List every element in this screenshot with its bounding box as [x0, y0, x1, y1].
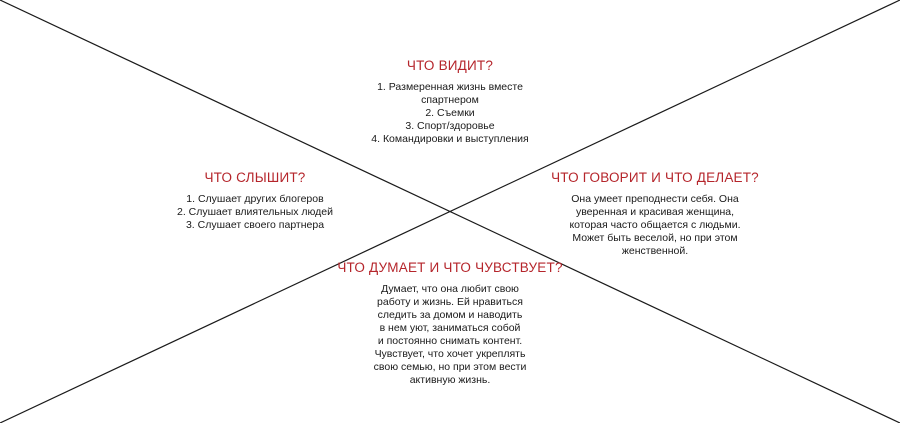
- quadrant-sees-line: спартнером: [421, 94, 479, 106]
- quadrant-says-does-title: ЧТО ГОВОРИТ И ЧТО ДЕЛАЕТ?: [551, 170, 759, 185]
- quadrant-thinks-feels-line: активную жизнь.: [409, 374, 491, 386]
- quadrant-hears: [150, 170, 360, 232]
- quadrant-thinks-feels-line: следить за домом и наводить: [377, 309, 523, 321]
- quadrant-hears-line: 3. Слушает своего партнера: [185, 219, 325, 231]
- quadrant-hears-title: ЧТО СЛЫШИТ?: [204, 170, 306, 185]
- quadrant-says-does-line: Может быть веселой, но при этом: [572, 232, 738, 244]
- quadrant-says-does-line: которая часто общается с людьми.: [569, 219, 741, 231]
- quadrant-sees-title: ЧТО ВИДИТ?: [406, 58, 494, 73]
- quadrant-sees-line: 2. Съемки: [425, 107, 475, 119]
- quadrant-thinks-feels-line: Чувствует, что хочет укреплять: [374, 348, 526, 360]
- quadrant-says-does-line: Она умеет преподнести себя. Она: [571, 193, 739, 205]
- quadrant-thinks-feels-line: Думает, что она любит свою: [381, 283, 519, 295]
- quadrant-thinks-feels-title: ЧТО ДУМАЕТ И ЧТО ЧУВСТВУЕТ?: [337, 260, 563, 275]
- quadrant-says-does-text: [520, 193, 790, 258]
- quadrant-thinks-feels-line: свою семью, но при этом вести: [373, 361, 527, 373]
- quadrant-sees-text: [300, 81, 600, 146]
- quadrant-thinks-feels: [300, 260, 600, 387]
- quadrant-thinks-feels-line: и постоянно снимать контент.: [377, 335, 523, 347]
- quadrant-sees-line: 1. Размеренная жизнь вместе: [377, 81, 523, 93]
- quadrant-thinks-feels-text: [300, 283, 600, 387]
- quadrant-says-does: [520, 170, 790, 258]
- quadrant-says-does-line: уверенная и красивая женщина,: [575, 206, 735, 218]
- quadrant-sees: [300, 58, 600, 146]
- quadrant-hears-line: 2. Слушает влиятельных людей: [176, 206, 334, 218]
- quadrant-hears-text: [150, 193, 360, 232]
- quadrant-hears-line: 1. Слушает других блогеров: [186, 193, 324, 205]
- quadrant-thinks-feels-line: работу и жизнь. Ей нравиться: [377, 296, 523, 308]
- quadrant-says-does-line: женственной.: [621, 245, 689, 257]
- quadrant-thinks-feels-line: в нем уют, заниматься собой: [379, 322, 521, 334]
- quadrant-sees-line: 4. Командировки и выступления: [371, 133, 529, 145]
- quadrant-sees-line: 3. Спорт/здоровье: [405, 120, 495, 132]
